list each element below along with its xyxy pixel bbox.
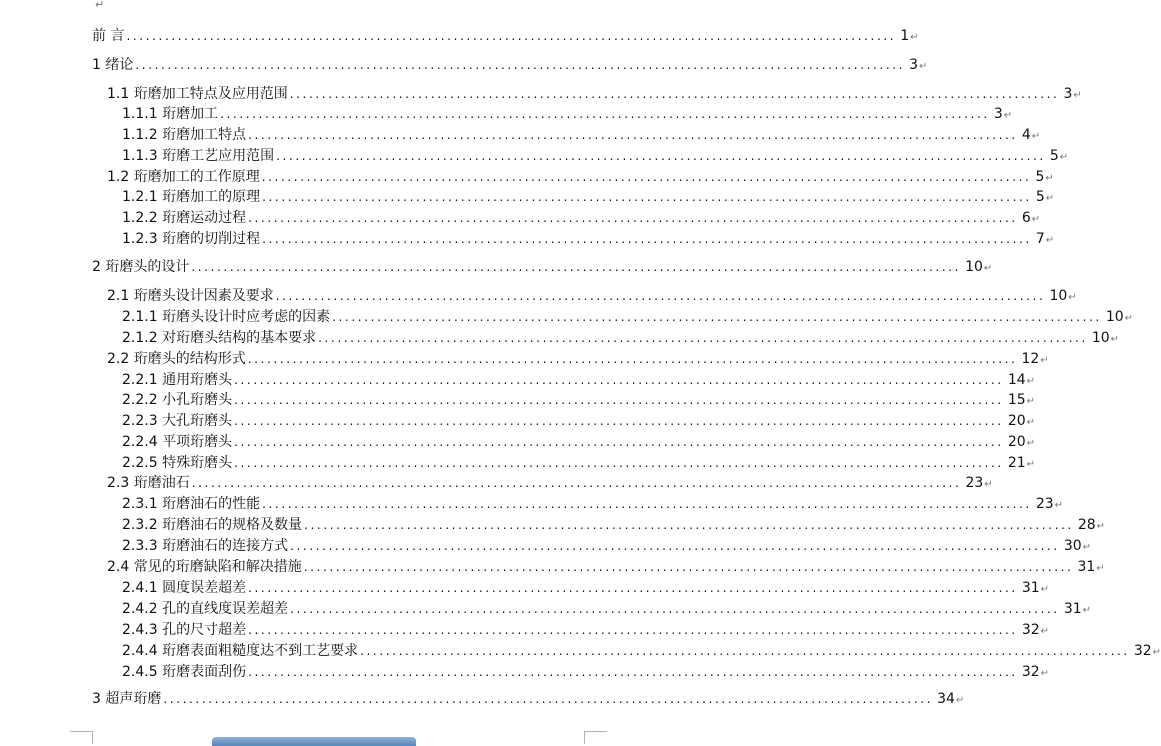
paragraph-mark-icon: ↵ [1045,193,1055,204]
paragraph-mark-icon: ↵ [1073,90,1082,101]
toc-entry-title: 1.1 珩磨加工特点及应用范围 [107,86,288,102]
toc-entry-title: 2.3.3 珩磨油石的连接方式 [122,538,289,554]
toc-entry-title: 1.2.1 珩磨加工的原理 [122,189,261,205]
paragraph-mark-icon: ↵ [1031,131,1041,142]
toc-entry-title: 2.4.3 孔的尺寸超差 [122,622,247,638]
toc-page-number: 6 [1021,210,1031,226]
toc-page-number: 23 [1035,496,1054,512]
toc-dot-leader: ........................................................................................................................ [220,107,990,121]
toc-page-number: 10 [1105,309,1124,325]
paragraph-mark-icon: ↵ [1040,355,1049,366]
paragraph-mark-icon: ↵ [1003,110,1013,121]
toc-dot-leader: ........................................................................................................................ [262,232,1032,246]
toc-dot-leader: ........................................................................................................................ [318,331,1088,345]
toc-page-number: 12 [1021,351,1040,367]
paragraph-mark-icon: ↵ [1026,376,1036,387]
toc-dot-leader: ........................................................................................................................ [261,170,1032,184]
toc-page-number: 15 [1007,392,1026,408]
toc-entry[interactable] [122,125,1041,145]
toc-page-number: 7 [1035,231,1045,247]
toc-dot-leader: ........................................................................................................................ [304,518,1074,532]
toc-entry-title: 2.1.1 珩磨头设计时应考虑的因素 [122,309,331,325]
toc-dot-leader: ........................................................................................................................ [303,560,1074,574]
toc-page-number: 21 [1007,455,1026,471]
toc-dot-leader: ........................................................................................................................ [191,260,962,274]
toc-page-number: 4 [1021,127,1031,143]
toc-entry-title: 2.3.2 珩磨油石的规格及数量 [122,517,303,533]
bottom-toolbar-edge [212,737,416,746]
toc-page-number: 3 [909,57,919,73]
toc-page-number: 34 [937,691,955,707]
toc-entry-title: 1 绪论 [92,57,134,73]
toc-entry-title: 2.2.5 特殊珩磨头 [122,455,233,471]
toc-entry[interactable] [122,370,1036,390]
toc-entry-title: 2.2.4 平项珩磨头 [122,434,233,450]
toc-entry[interactable] [122,494,1064,514]
paragraph-mark-icon: ↵ [984,479,993,490]
toc-dot-leader: ........................................................................................................................ [234,435,1004,449]
toc-entry-title: 2.4.4 珩磨表面粗糙度达不到工艺要求 [122,643,359,659]
paragraph-mark-icon: ↵ [1096,521,1106,532]
toc-entry[interactable] [122,536,1092,556]
toc-entry[interactable] [122,620,1050,640]
toc-entry[interactable] [122,599,1092,619]
toc-page-number: 5 [1035,169,1045,185]
paragraph-mark-icon: ↵ [910,32,919,43]
toc-entry-title: 2.4 常见的珩磨缺陷和解决措施 [107,559,302,575]
toc-entry-title: 2.2.3 大孔珩磨头 [122,413,233,429]
toc-page-number: 32 [1021,664,1040,680]
toc-entry[interactable] [122,208,1041,228]
paragraph-mark-icon: ↵ [1082,605,1092,616]
toc-entry-title: 2.2.2 小孔珩磨头 [122,392,233,408]
toc-page-number: 20 [1007,413,1026,429]
toc-entry[interactable] [107,167,1054,187]
toc-page-number: 10 [1049,288,1068,304]
toc-entry-title: 1.1.3 珩磨工艺应用范围 [122,148,275,164]
toc-entry-title: 2.3 珩磨油石 [107,475,190,491]
toc-entry-title: 1.2.3 珩磨的切削过程 [122,231,261,247]
toc-entry-title: 2.2.1 通用珩磨头 [122,372,233,388]
toc-dot-leader: ........................................................................................................................ [248,211,1018,225]
toc-entry-title: 2.3.1 珩磨油石的性能 [122,496,261,512]
toc-entry[interactable] [122,307,1134,327]
toc-entry[interactable] [92,689,965,709]
toc-page-number: 31 [1063,601,1082,617]
toc-dot-leader: ........................................................................................................................ [262,497,1032,511]
toc-entry-title: 2.1.2 对珩磨头结构的基本要求 [122,330,317,346]
toc-dot-leader: ........................................................................................................................ [191,476,962,490]
paragraph-mark-icon: ↵ [1059,152,1069,163]
toc-entry[interactable] [122,328,1120,348]
toc-dot-leader: ........................................................................................................................ [248,623,1018,637]
toc-entry[interactable] [122,187,1055,207]
toc-entry[interactable] [122,578,1050,598]
toc-dot-leader: ........................................................................................................................ [275,289,1046,303]
toc-entry-title: 3 超声珩磨 [92,691,162,707]
page-corner-marker-right [584,731,607,744]
toc-entry-title: 前 言 [92,28,125,44]
toc-entry[interactable] [122,146,1069,166]
paragraph-mark-icon: ↵ [1040,584,1050,595]
toc-dot-leader: ........................................................................................................................ [360,644,1130,658]
toc-page-number: 1 [900,28,910,44]
paragraph-mark-icon: ↵ [1040,668,1050,679]
paragraph-mark-icon: ↵ [1026,438,1036,449]
paragraph-mark-icon: ↵ [1068,292,1077,303]
toc-entry[interactable] [122,104,1013,124]
toc-dot-leader: ........................................................................................................................ [163,692,934,706]
toc-page-number: 3 [1063,86,1073,102]
toc-dot-leader: ........................................................................................................................ [276,149,1046,163]
paragraph-mark-icon: ↵ [1026,459,1036,470]
toc-page-number: 32 [1021,622,1040,638]
toc-dot-leader: ........................................................................................................................ [135,58,906,72]
toc-page-number: 5 [1049,148,1059,164]
toc-entry[interactable] [122,515,1106,535]
toc-dot-leader: ........................................................................................................................ [234,414,1004,428]
toc-dot-leader: ........................................................................................................................ [234,456,1004,470]
toc-page-number: 31 [1021,580,1040,596]
toc-dot-leader: ........................................................................................................................ [290,539,1060,553]
paragraph-mark-icon: ↵ [1054,500,1064,511]
toc-dot-leader: ........................................................................................................................ [248,581,1018,595]
toc-entry[interactable] [122,432,1036,452]
paragraph-mark-icon: ↵ [1040,626,1050,637]
toc-entry-title: 2.1 珩磨头设计因素及要求 [107,288,274,304]
toc-entry[interactable] [107,557,1105,577]
toc-page-number: 10 [965,259,983,275]
paragraph-mark-icon: ↵ [1096,563,1105,574]
toc-page-number: 14 [1007,372,1026,388]
toc-entry-title: 1.1.2 珩磨加工特点 [122,127,247,143]
toc-entry[interactable] [92,257,993,277]
toc-page-number: 5 [1035,189,1045,205]
toc-entry-title: 1.2.2 珩磨运动过程 [122,210,247,226]
toc-entry-title: 1.1.1 珩磨加工 [122,106,219,122]
toc-entry[interactable] [92,55,928,75]
toc-entry-title: 2.4.1 圆度误差超差 [122,580,247,596]
paragraph-mark-icon: ↵ [1124,313,1134,324]
toc-entry[interactable] [92,26,919,46]
toc-page-number: 3 [993,106,1003,122]
toc-page-number: 20 [1007,434,1026,450]
toc-entry[interactable] [122,662,1050,682]
paragraph-mark-icon: ↵ [1110,334,1120,345]
toc-dot-leader: ........................................................................................................................ [289,87,1060,101]
toc-dot-leader: ........................................................................................................................ [248,128,1018,142]
paragraph-mark-icon: ↵ [1031,214,1041,225]
paragraph-mark-icon: ↵ [1082,542,1092,553]
toc-page-number: 10 [1091,330,1110,346]
paragraph-mark-icon: ↵ [919,61,928,72]
toc-entry-title: 1.2 珩磨加工的工作原理 [107,169,260,185]
paragraph-mark-icon: ↵ [955,695,965,706]
toc-entry[interactable] [122,453,1036,473]
paragraph-mark-icon: ↵ [983,263,993,274]
toc-entry[interactable] [122,390,1036,410]
toc-page-number: 31 [1077,559,1096,575]
toc-entry[interactable] [107,349,1049,369]
toc-page-number: 28 [1077,517,1096,533]
paragraph-mark-icon: ↵ [1045,173,1054,184]
toc-entry[interactable] [122,411,1036,431]
toc-entry[interactable] [122,229,1055,249]
toc-page-number: 30 [1063,538,1082,554]
paragraph-mark-icon: ↵ [1026,396,1036,407]
toc-entry[interactable] [107,286,1077,306]
toc-dot-leader: ........................................................................................................................ [262,190,1032,204]
paragraph-mark-icon: ↵ [1152,647,1161,658]
toc-dot-leader: ........................................................................................................................ [247,352,1018,366]
toc-dot-leader: ........................................................................................................................ [126,29,897,43]
page-corner-marker-left [70,731,93,744]
toc-entry-title: 2.4.2 孔的直线度误差超差 [122,601,289,617]
toc-entry-title: 2 珩磨头的设计 [92,259,190,275]
toc-entry-title: 2.2 珩磨头的结构形式 [107,351,246,367]
paragraph-mark-icon: ↵ [95,0,105,11]
paragraph-mark-icon: ↵ [1026,417,1036,428]
toc-dot-leader: ........................................................................................................................ [248,665,1018,679]
toc-entry-title: 2.4.5 珩磨表面刮伤 [122,664,247,680]
paragraph-mark-icon: ↵ [1045,235,1055,246]
toc-dot-leader: ........................................................................................................................ [332,310,1102,324]
toc-entry[interactable] [107,84,1082,104]
toc-entry[interactable] [122,641,1161,661]
toc-page-number: 32 [1133,643,1152,659]
toc-page-number: 23 [965,475,984,491]
toc-dot-leader: ........................................................................................................................ [234,373,1004,387]
toc-dot-leader: ........................................................................................................................ [234,393,1004,407]
toc-entry[interactable] [107,473,993,493]
toc-dot-leader: ........................................................................................................................ [290,602,1060,616]
